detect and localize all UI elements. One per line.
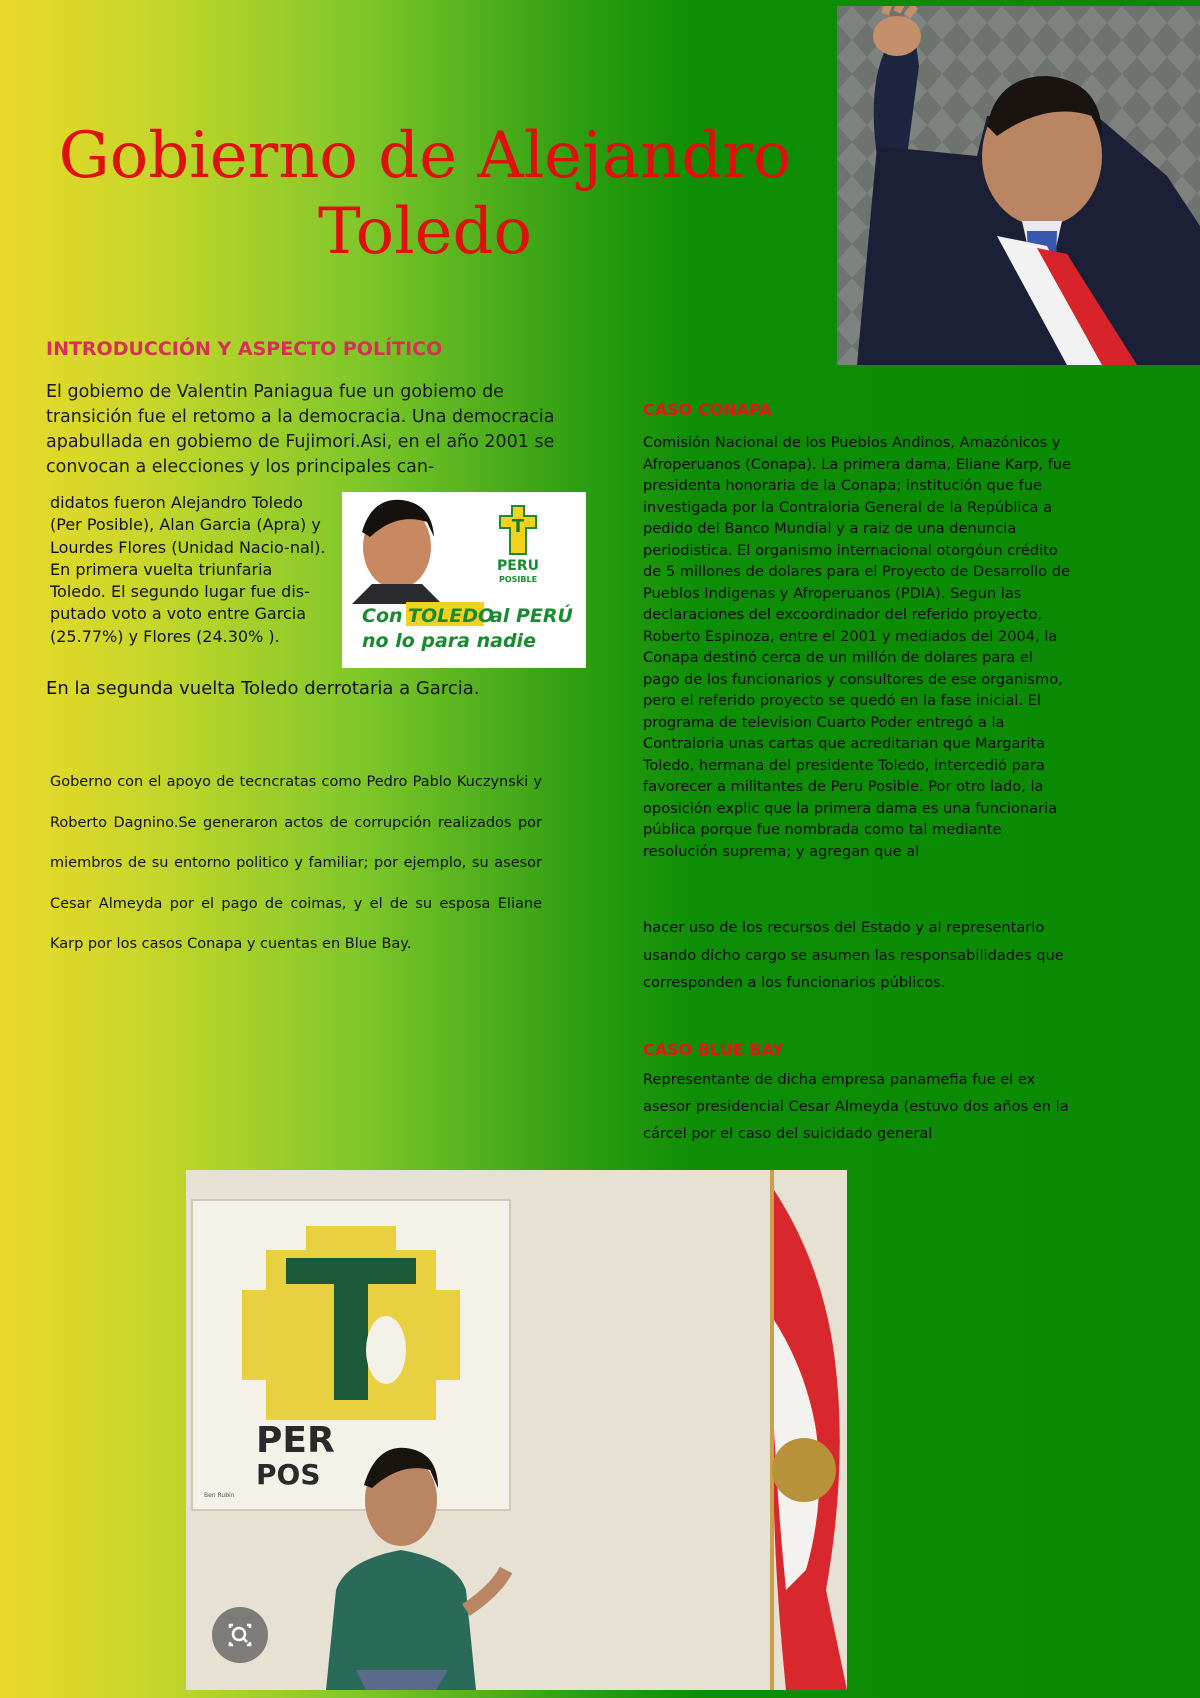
conapa-paragraph: Comisión Nacional de los Pueblos Andinos, Amazónicos y Afroperuanos (Conapa). La primera dama, Eliane Karp, fue presidenta honoraria de la Conapa; institución que fue investigada por la Contraloria General de la República a pedido del Banco Mundial y a raiz de una denuncia periodistica. El organismo internacional otorgóun crédito de 5 millones de dolares para el Proyecto de Desarrollo de Pueblos Indigenas y Afroperuanos (PDIA). Segun las declaraciones del excoordinador del referido proyecto, Roberto Espinoza, entre el 2001 y mediados del 2004, la Conapa destinó cerca de un millón de dolares para el pago de los funcionarios y consultores de ese organismo, pero el referido proyecto se quedó en la fase inicial. El programa de television Cuarto Poder entregó a la Contraloria unas cartas que acreditarian que Margarita Toledo, hermana del presidente Toledo, intercedió para favorecer a militantes de Peru Posible. Por otro lado, la oposición explic que la primera dama es una funcionaria pública porque fue nombrada como tal mediante resolución suprema; y agregan que al	[643, 434, 1071, 860]
candidates-paragraph: didatos fueron Alejandro Toledo (Per Posible), Alan Garcia (Apra) y Lourdes Flores (Unidad Nacio-nal). En primera vuelta triunfaria Toledo. El segundo lugar fue dis-putado voto a voto entre Garcia (25.77%) y Flores (24.30% ).	[50, 493, 326, 646]
page-title: Gobierno de Alejandro Toledo	[58, 119, 792, 269]
toledo-banner-photo	[186, 1170, 847, 1690]
logo-slogan-pre: Con	[362, 605, 403, 627]
blue-bay-paragraph: Representante de dicha empresa panamefia fue el ex asesor presidencial Cesar Almeyda (estuvo dos años en la cárcel por el caso del suicidado general	[643, 1071, 1069, 1142]
toledo-portrait-photo	[837, 6, 1200, 365]
logo-slogan-name: TOLEDO	[408, 605, 495, 627]
banner-brand-line2: POS	[256, 1458, 321, 1491]
logo-brand-letter: T	[511, 516, 525, 537]
blue-bay-heading: CASO BLUE BAY	[643, 1040, 784, 1059]
logo-brand-line1: PERU	[497, 558, 539, 574]
logo-slogan-line2: no lo para nadie	[362, 630, 536, 652]
intro-heading: INTRODUCCIÓN Y ASPECTO POLÍTICO	[46, 338, 443, 360]
logo-slogan-post: al PERÚ	[490, 605, 573, 627]
logo-brand-line2: POSIBLE	[498, 575, 538, 584]
conapa-heading: CASO CONAPA	[643, 400, 772, 419]
campaign-logo-image	[342, 492, 586, 668]
intro-paragraph: El gobiemo de Valentin Paniagua fue un gobiemo de transición fue el retomo a la democracia. Una democracia apabullada en gobiemo de Fujimori.Asi, en el año 2001 se convocan a elecciones y los principales can-	[46, 382, 555, 477]
lens-icon[interactable]	[212, 1607, 268, 1663]
second-round-text: En la segunda vuelta Toledo derrotaria a Garcia.	[46, 678, 480, 699]
government-paragraph: Goberno con el apoyo de tecncratas como Pedro Pablo Kuczynski y Roberto Dagnino.Se generaron actos de corrupción realizados por miembros de su entorno politico y familiar; por ejemplo, su asesor Cesar Almeyda por el pago de coimas, y el de su esposa Eliane Karp por los casos Conapa y cuentas en Blue Bay.	[50, 774, 542, 953]
banner-caption: Ben Rubin	[204, 1492, 235, 1499]
banner-brand-line1: PER	[256, 1420, 335, 1461]
conapa-paragraph-tail: hacer uso de los recursos del Estado y al representarlo usando dicho cargo se asumen las responsabilidades que corresponden a los funcionarios públicos.	[643, 919, 1064, 991]
